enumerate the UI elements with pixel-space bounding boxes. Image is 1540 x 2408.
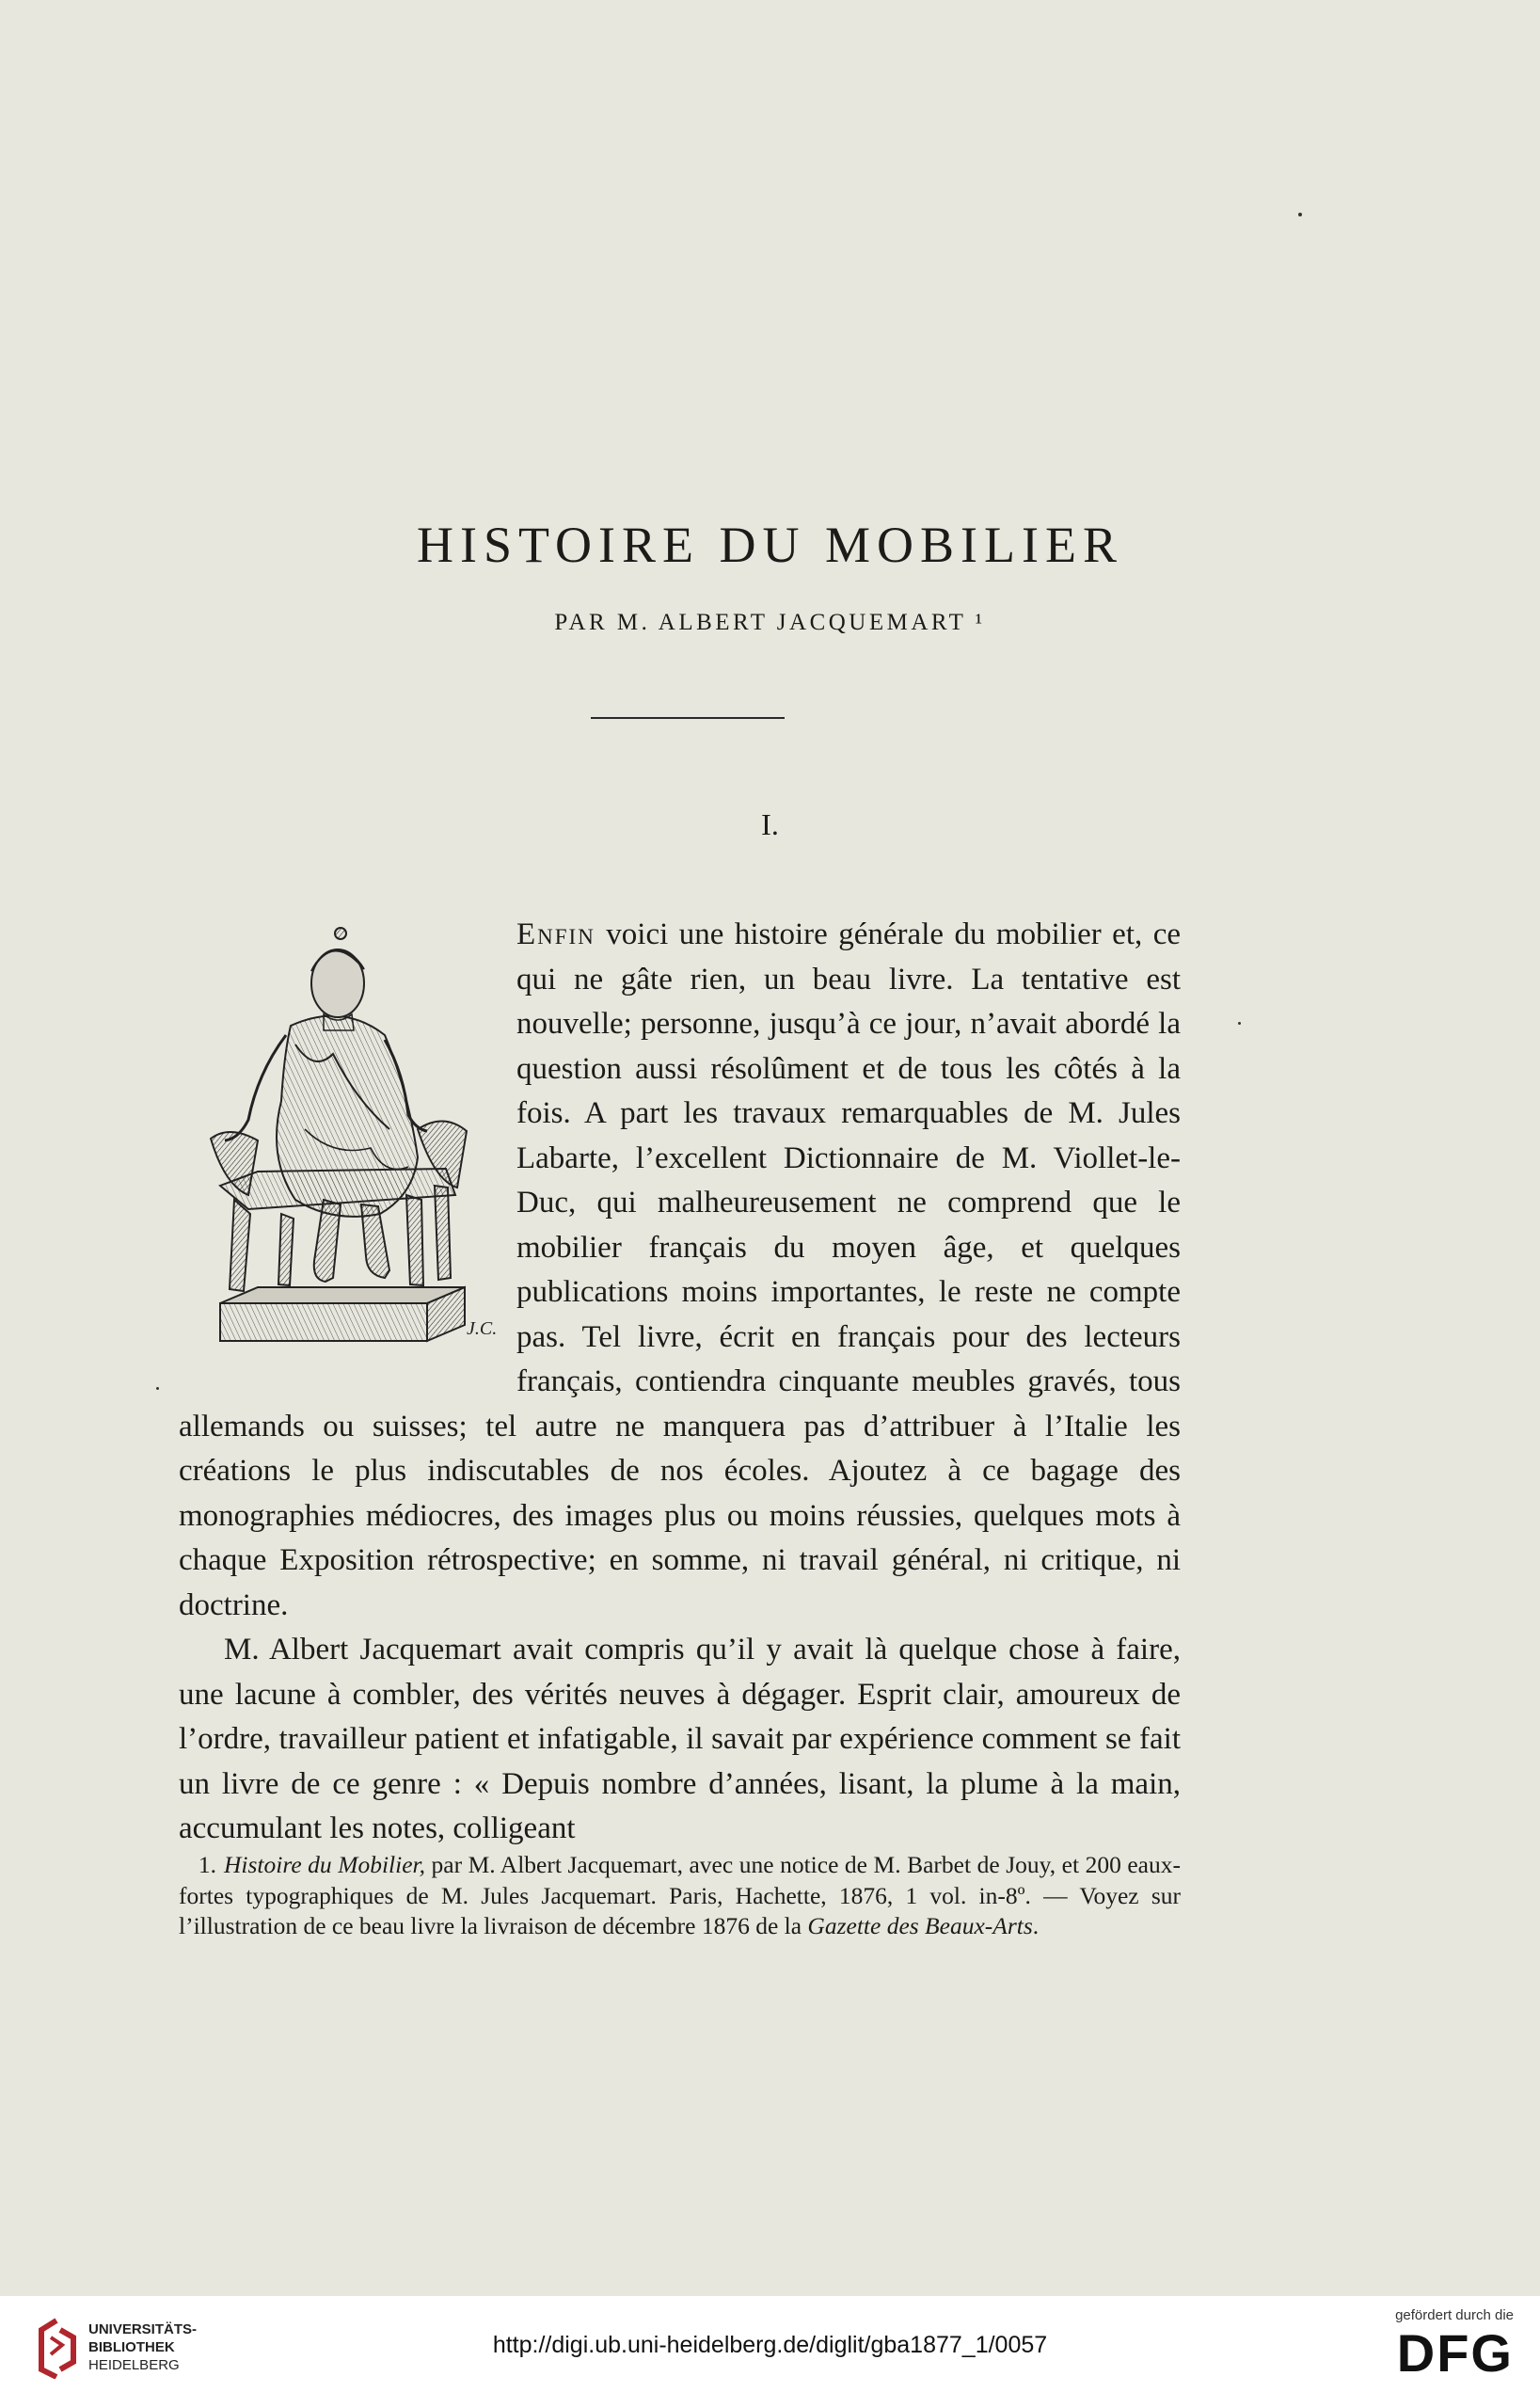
- footnote-journal: Gazette des Beaux-Arts: [807, 1912, 1033, 1939]
- article-byline: PAR M. ALBERT JACQUEMART ¹: [554, 610, 986, 635]
- page-speck: [1298, 213, 1302, 216]
- article-title: HISTOIRE DU MOBILIER: [417, 517, 1123, 573]
- seated-figure-illustration: [192, 913, 498, 1369]
- footnote-end: .: [1032, 1912, 1040, 1939]
- title-divider: [591, 717, 785, 719]
- funded-by-label: gefördert durch die: [1395, 2307, 1514, 2323]
- paragraph-1: voici une histoire générale du mobilier et, ce qui ne gâte rien, un beau livre. La tentative est nouvelle; personne, jusqu’à ce jour, n’avait abordé la question aussi résolûment et de tous les côtés à la fois. A part les travaux remarquables de M. Jules Labarte, l’excellent Dictionnaire de M. Viollet-le-Duc, qui malheureusement ne comprend que le mobilier français du moyen âge, et quelques publications moins importantes, le reste ne compte pas. Tel livre, écrit en français pour des lecteurs français, contiendra cinquante meubles gravés, tous allemands ou suisses; tel autre ne manquera pas d’attribuer à l’Italie les créations le plus indiscutables de nos écoles. Ajoutez à ce bagage des monographies médiocres, des images plus ou moins réussies, quelques mots à chaque Exposition rétrospective; en somme, ni travail général, ni critique, ni doctrine.: [179, 917, 1181, 1622]
- page-speck: [156, 1387, 159, 1390]
- dropword: Enfin: [516, 917, 595, 951]
- engraving-image: [192, 913, 498, 1369]
- library-name-line-3: HEIDELBERG: [88, 2357, 180, 2373]
- footnote-book-title: Histoire du Mobilier,: [224, 1851, 425, 1878]
- dfg-logo[interactable]: [1354, 2307, 1514, 2401]
- paragraph-2: M. Albert Jacquemart avait compris qu’il y avait là quelque chose à faire, une lacune à combler, des vérités neuves à dégager. Esprit clair, amoureux de l’ordre, travailleur patient et infatigable, il savait par expérience comment se fait un livre de ce genre : « Depuis nombre d’années, lisant, la plume à la main, accumulant les notes, colligeant: [179, 1633, 1181, 1845]
- section-number: I.: [761, 807, 779, 841]
- show-through-text: [188, 188, 1185, 433]
- footnote-text: par M. Albert Jacquemart, avec une notice de M. Barbet de Jouy, et 200 eaux-fortes typographiques de M. Jules Jacquemart. Paris, Hachette, 1876, 1 vol. in-8º. — Voyez sur l’illustration de ce beau livre la livraison de décembre 1876 de la: [179, 1851, 1181, 1939]
- library-name-line-2: BIBLIOTHEK: [88, 2339, 175, 2355]
- dfg-wordmark: DFG: [1396, 2323, 1514, 2383]
- footnote-number: 1.: [198, 1851, 216, 1878]
- page-speck: [1238, 1022, 1241, 1025]
- article-body: [179, 913, 1181, 1852]
- library-name-line-1: UNIVERSITÄTS-: [88, 2321, 198, 2337]
- permalink-url[interactable]: http://digi.ub.uni-heidelberg.de/diglit/gba1877_1/0057: [492, 2332, 1048, 2358]
- figure-signature: J.C.: [467, 1318, 498, 1339]
- footnote: [179, 1850, 1181, 1942]
